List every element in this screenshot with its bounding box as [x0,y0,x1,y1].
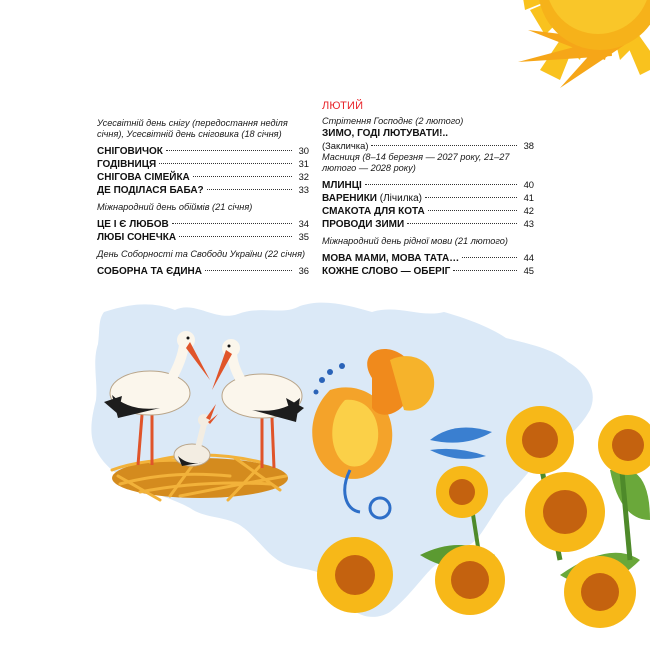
toc-entry-page: 44 [523,252,534,263]
toc-entry-title: КОЖНЕ СЛОВО — ОБЕРІГ [322,266,451,277]
toc-entry-page: 35 [298,231,309,242]
toc-entry-title: ЗИМО, ГОДІ ЛЮТУВАТИ!.. [322,128,449,139]
toc-entry[interactable] [97,230,309,243]
toc-entry-title: ГОДІВНИЦЯ [97,159,157,170]
toc-entry[interactable] [322,178,534,191]
toc-entry-page: 40 [523,179,534,190]
toc-entry-subtitle: (Закличка) [322,140,369,151]
toc-entry[interactable] [97,157,309,170]
toc-entry-page: 33 [298,184,309,195]
toc-entry-page: 41 [523,192,534,203]
toc-entry[interactable] [322,204,534,217]
toc-entry-page: 43 [523,218,534,229]
toc-event-label: Стрітення Господнє (2 лютого) [322,116,464,126]
toc-leader-dots [428,210,517,211]
toc-leader-dots [425,197,517,198]
toc-entry-title: МОВА МАМИ, МОВА ТАТА… [322,253,460,264]
toc-entry[interactable] [97,183,309,196]
toc-entry-subtitle-line [322,140,534,152]
toc-leader-dots [193,176,292,177]
toc-entry-page: 36 [298,265,309,276]
toc-entry[interactable] [322,127,534,140]
toc-entry-title: ДЕ ПОДІЛАСЯ БАБА? [97,185,204,196]
toc-entry[interactable] [97,264,309,277]
toc-entry-page: 38 [523,140,534,151]
toc-entry-page: 42 [523,205,534,216]
toc-leader-dots [207,189,292,190]
toc-leader-dots [205,270,292,271]
toc-leader-dots [371,145,517,146]
toc-entry-page: 31 [298,158,309,169]
toc-entry-title-suffix: (Лічилка) [377,193,423,204]
toc-entry[interactable] [322,217,534,230]
toc-entry-title-wrap [322,192,422,205]
toc-leader-dots [453,270,517,271]
toc-entry-title: ЛЮБІ СОНЕЧКА [97,232,177,243]
toc-entry-title: СОБОРНА ТА ЄДИНА [97,266,202,277]
toc-entry-page: 34 [298,218,309,229]
toc-event-label: Міжнародний день рідної мови (21 лютого) [322,236,508,246]
toc-right-column [322,101,534,277]
toc-entry[interactable] [322,264,534,277]
toc-event-label: День Соборності та Свободи України (22 січня) [97,249,306,259]
toc-entry-title: СНІГОВА СІМЕЙКА [97,172,190,183]
toc-leader-dots [462,257,517,258]
toc-entry-title: ЦЕ І Є ЛЮБОВ [97,219,169,230]
toc-entry[interactable] [97,144,309,157]
toc-entry-title: СНІГОВИЧОК [97,146,163,157]
toc-leader-dots [179,236,292,237]
toc-left-column [97,118,309,277]
toc-entry-page: 45 [523,265,534,276]
month-heading: ЛЮТИЙ [322,100,364,112]
sun-icon [518,0,650,88]
toc-event-label: Масниця (8–14 березня — 2027 року, 21–27 лютого — 2028 року) [322,152,510,173]
toc-leader-dots [407,223,517,224]
toc-leader-dots [365,184,517,185]
toc-event-label: Усесвітній день снігу (передостання неділя січня), Усесвітній день сніговика (18 січня) [97,118,288,139]
toc-entry-page: 32 [298,171,309,182]
toc-entry-title: МЛИНЦІ [322,180,362,191]
toc-entry-title: ПРОВОДИ ЗИМИ [322,219,405,230]
toc-entry[interactable] [322,191,534,204]
toc-entry-page: 30 [298,145,309,156]
toc-leader-dots [166,150,292,151]
toc-entry-title: ВАРЕНИКИ [322,193,377,204]
toc-entry-title: СМАКОТА ДЛЯ КОТА [322,206,425,217]
toc-leader-dots [172,223,292,224]
toc-entry[interactable] [97,170,309,183]
toc-event-label: Міжнародний день обіймів (21 січня) [97,202,253,212]
toc-entry[interactable] [97,217,309,230]
toc-entry[interactable] [322,251,534,264]
toc-leader-dots [159,163,292,164]
